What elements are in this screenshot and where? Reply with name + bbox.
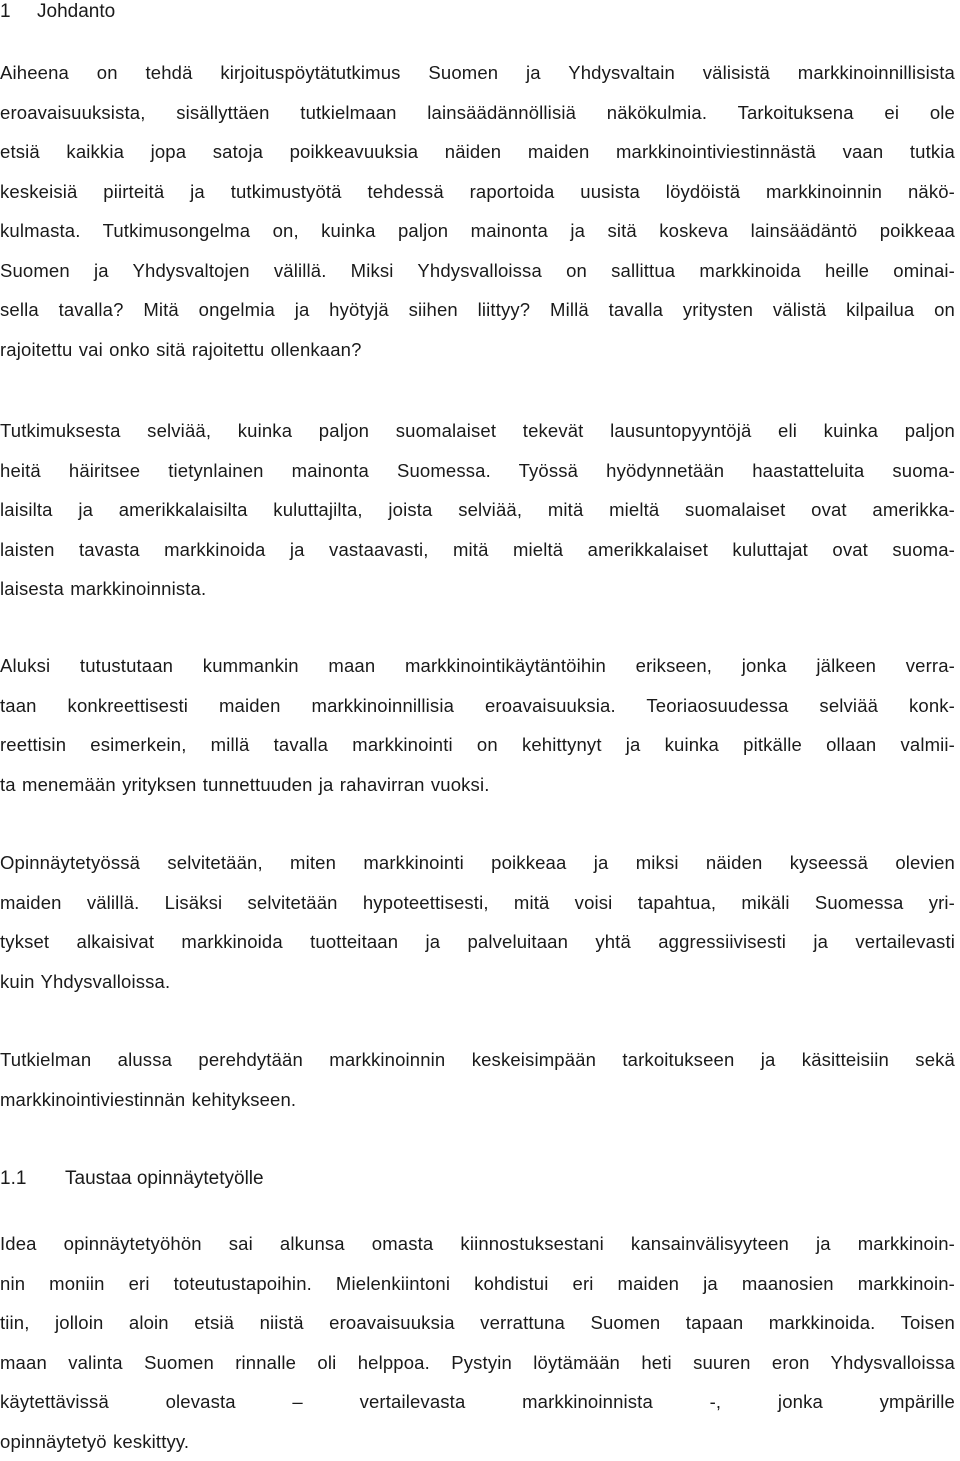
text-line: taan konkreettisesti maiden markkinoinnillisia eroavaisuuksia. Teoriaosuudessa selviää konk-: [0, 686, 955, 726]
text-line: ta menemään yrityksen tunnettuuden ja rahavirran vuoksi.: [0, 765, 955, 805]
paragraph-research: [0, 411, 955, 609]
text-line: keskeisiä piirteitä ja tutkimustyötä tehdessä raportoida uusista löydöistä markkinoinnin näkö-: [0, 172, 955, 212]
text-line: nin moniin eri toteutustapoihin. Mielenkiintoni kohdistui eri maiden ja maanosien markkinoin-: [0, 1264, 955, 1304]
text-line: käytettävissä olevasta – vertailevasta markkinoinnista -, jonka ympärille: [0, 1382, 955, 1422]
chapter-number: 1: [0, 0, 11, 24]
paragraph-thesis: [0, 843, 955, 1001]
section-title: Taustaa opinnäytetyölle: [65, 1167, 264, 1191]
paragraph-background: [0, 1224, 955, 1461]
text-line: Tutkimuksesta selviää, kuinka paljon suomalaiset tekevät lausuntopyyntöjä eli kuinka paljon: [0, 411, 955, 451]
text-line: Aiheena on tehdä kirjoituspöytätutkimus Suomen ja Yhdysvaltain välisistä markkinoinnillisista: [0, 53, 955, 93]
section-number: 1.1: [0, 1167, 26, 1191]
chapter-title: Johdanto: [37, 0, 115, 24]
text-line: laisten tavasta markkinoida ja vastaavasti, mitä mieltä amerikkalaiset kuluttajat ovat suoma-: [0, 530, 955, 570]
chapter-heading: [0, 0, 11, 24]
text-line: maan valinta Suomen rinnalle oli helppoa. Pystyin löytämään heti suuren eron Yhdysvalloissa: [0, 1343, 955, 1383]
section-heading: [0, 1167, 26, 1191]
text-line: rajoitettu vai onko sitä rajoitettu ollenkaan?: [0, 330, 955, 370]
paragraph-structure: [0, 1040, 955, 1119]
text-line: kuin Yhdysvalloissa.: [0, 962, 955, 1002]
paragraph-method: [0, 646, 955, 804]
text-line: Aluksi tutustutaan kummankin maan markkinointikäytäntöihin erikseen, jonka jälkeen verra-: [0, 646, 955, 686]
text-line: Opinnäytetyössä selvitetään, miten markkinointi poikkeaa ja miksi näiden kyseessä olevien: [0, 843, 955, 883]
text-line: tykset alkaisivat markkinoida tuotteitaan ja palveluitaan yhtä aggressiivisesti ja vertailevasti: [0, 922, 955, 962]
text-line: eroavaisuuksista, sisällyttäen tutkielmaan lainsäädännöllisiä näkökulmia. Tarkoituksena ei ole: [0, 93, 955, 133]
text-line: laisesta markkinoinnista.: [0, 569, 955, 609]
text-line: Idea opinnäytetyöhön sai alkunsa omasta kiinnostuksestani kansainvälisyyteen ja markkinoin-: [0, 1224, 955, 1264]
text-line: laisilta ja amerikkalaisilta kuluttajilta, joista selviää, mitä mieltä suomalaiset ovat amerikka-: [0, 490, 955, 530]
text-line: opinnäytetyö keskittyy.: [0, 1422, 955, 1461]
text-line: maiden välillä. Lisäksi selvitetään hypoteettisesti, mitä voisi tapahtua, mikäli Suomessa yri-: [0, 883, 955, 923]
text-line: Tutkielman alussa perehdytään markkinoinnin keskeisimpään tarkoitukseen ja käsitteisiin sekä: [0, 1040, 955, 1080]
paragraph-aims: [0, 53, 955, 369]
text-line: kulmasta. Tutkimusongelma on, kuinka paljon mainonta ja sitä koskeva lainsäädäntö poikkeaa: [0, 211, 955, 251]
text-line: heitä häiritsee tietynlainen mainonta Suomessa. Työssä hyödynnetään haastatteluita suoma-: [0, 451, 955, 491]
text-line: markkinointiviestinnän kehitykseen.: [0, 1080, 955, 1120]
text-line: tiin, jolloin aloin etsiä niistä eroavaisuuksia verrattuna Suomen tapaan markkinoida. Toisen: [0, 1303, 955, 1343]
text-line: reettisin esimerkein, millä tavalla markkinointi on kehittynyt ja kuinka pitkälle ollaan valmii-: [0, 725, 955, 765]
text-line: sella tavalla? Mitä ongelmia ja hyötyjä siihen liittyy? Millä tavalla yritysten välistä kilpailua on: [0, 290, 955, 330]
text-line: etsiä kaikkia jopa satoja poikkeavuuksia näiden maiden markkinointiviestinnästä vaan tutkia: [0, 132, 955, 172]
text-line: Suomen ja Yhdysvaltojen välillä. Miksi Yhdysvalloissa on sallittua markkinoida heille ominai-: [0, 251, 955, 291]
